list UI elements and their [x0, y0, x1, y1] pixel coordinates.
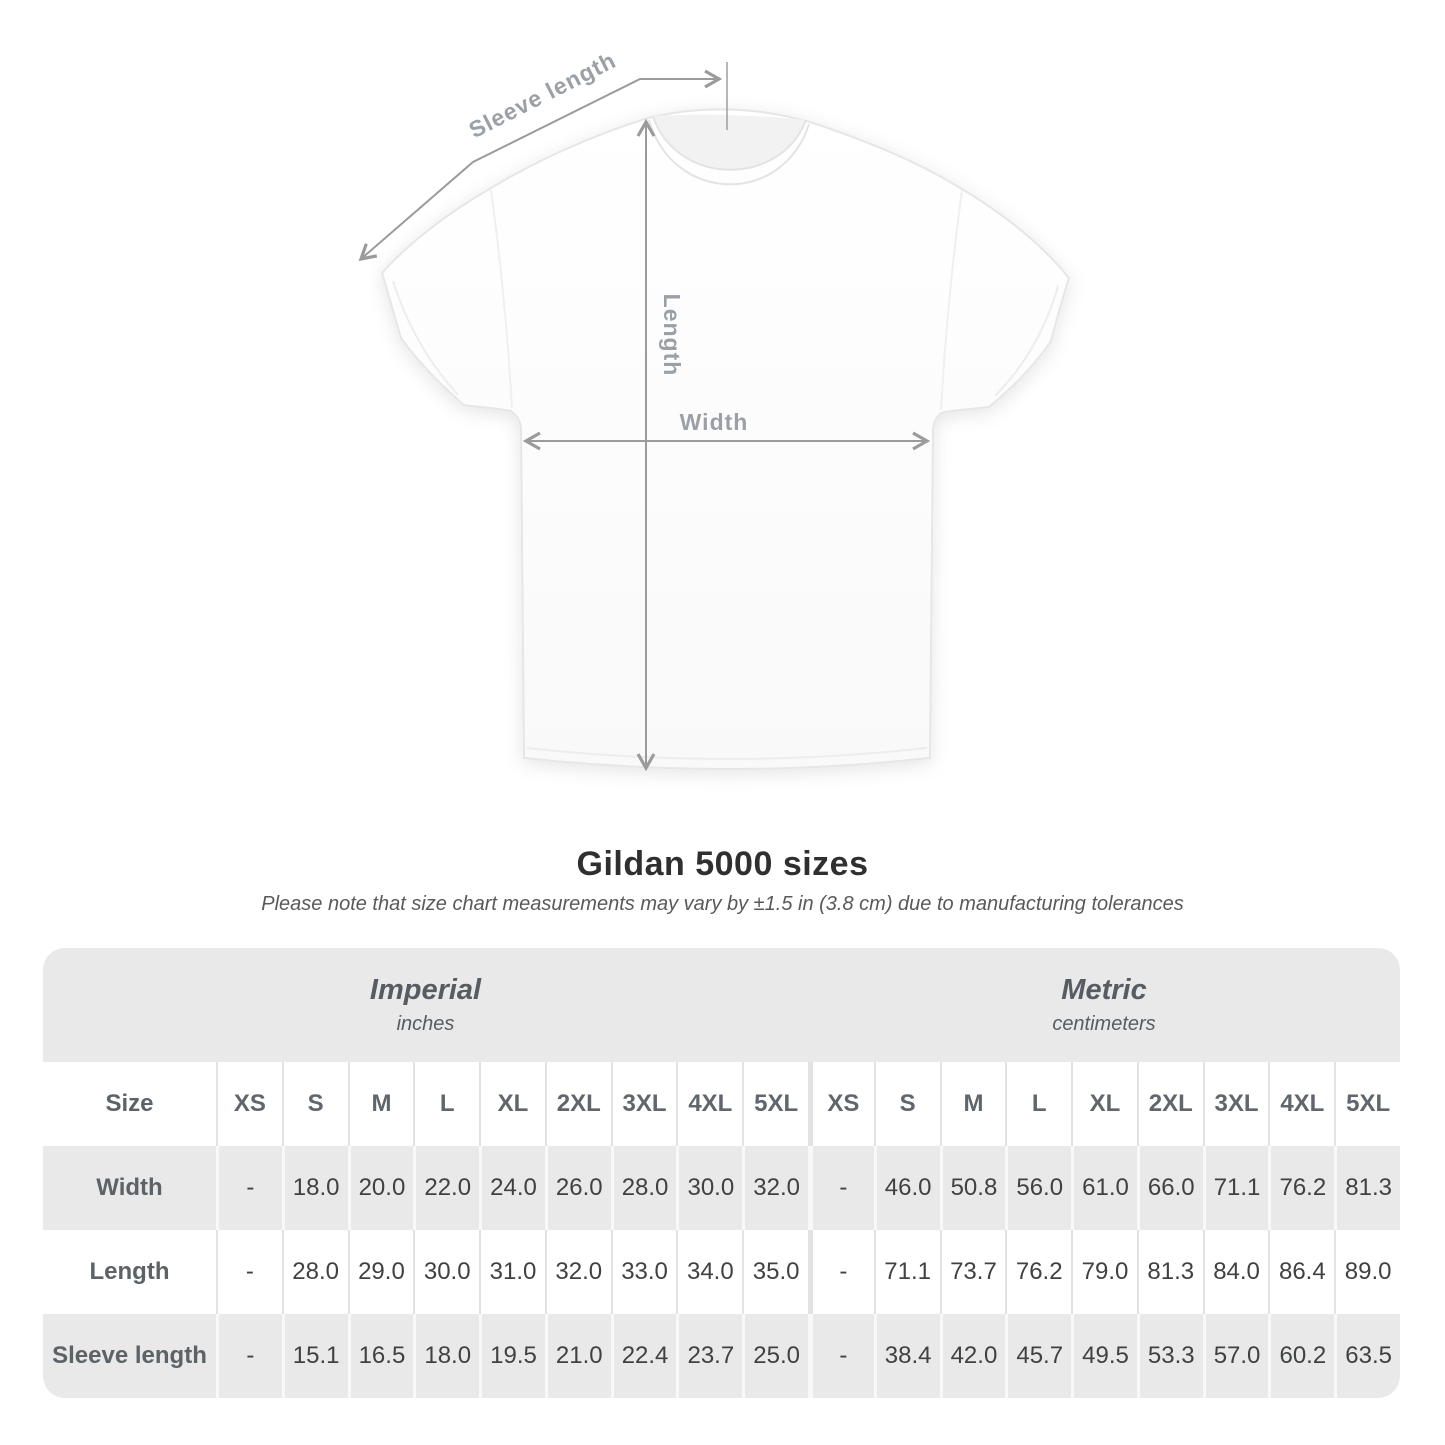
column-header-imperial: XS [216, 1062, 282, 1146]
column-header-imperial: S [282, 1062, 348, 1146]
table-cell-imperial: 23.7 [676, 1314, 742, 1398]
table-cell-imperial: 15.1 [282, 1314, 348, 1398]
table-cell-metric: 63.5 [1334, 1314, 1400, 1398]
table-cell-imperial: 30.0 [676, 1146, 742, 1230]
table-cell-metric: 38.4 [874, 1314, 940, 1398]
imperial-subtitle: inches [396, 1013, 455, 1035]
tolerance-note: Please note that size chart measurements may vary by ±1.5 in (3.8 cm) due to manufacturing tolerances [261, 893, 1184, 915]
table-row [43, 1314, 1400, 1398]
column-header-metric: M [940, 1062, 1006, 1146]
table-cell-imperial: 18.0 [413, 1314, 479, 1398]
column-header-imperial: L [413, 1062, 479, 1146]
unit-header-band [43, 948, 1400, 1062]
table-cell-metric: 79.0 [1071, 1230, 1137, 1314]
column-header-metric: L [1005, 1062, 1071, 1146]
table-cell-imperial: 34.0 [676, 1230, 742, 1314]
table-cell-imperial: 24.0 [479, 1146, 545, 1230]
size-table [43, 948, 1400, 1398]
table-cell-imperial: 22.4 [611, 1314, 677, 1398]
table-cell-imperial: 20.0 [348, 1146, 414, 1230]
column-header-metric: XL [1071, 1062, 1137, 1146]
row-label: Sleeve length [52, 1342, 207, 1369]
table-cell-metric: 66.0 [1137, 1146, 1203, 1230]
row-label: Width [96, 1174, 163, 1201]
table-cell-imperial: - [216, 1230, 282, 1314]
unit-header-metric [808, 948, 1400, 1062]
column-header-imperial: 5XL [742, 1062, 808, 1146]
table-cell-imperial: 28.0 [611, 1146, 677, 1230]
table-cell-metric: 71.1 [874, 1230, 940, 1314]
page-title: Gildan 5000 sizes [576, 845, 869, 883]
table-cell-imperial: - [216, 1146, 282, 1230]
unit-header-imperial [43, 948, 808, 1062]
table-cell-imperial: 21.0 [545, 1314, 611, 1398]
table-cell-imperial: - [216, 1314, 282, 1398]
table-cell-metric: 81.3 [1137, 1230, 1203, 1314]
table-cell-imperial: 32.0 [742, 1146, 808, 1230]
table-cell-metric: 61.0 [1071, 1146, 1137, 1230]
metric-title: Metric [1061, 974, 1147, 1006]
width-label: Width [679, 409, 749, 435]
imperial-title: Imperial [369, 974, 482, 1006]
column-header-metric: 3XL [1203, 1062, 1269, 1146]
row-label: Length [89, 1258, 170, 1285]
table-cell-metric: 56.0 [1005, 1146, 1071, 1230]
column-header-metric: 4XL [1268, 1062, 1334, 1146]
column-header-imperial: XL [479, 1062, 545, 1146]
column-header-imperial: M [348, 1062, 414, 1146]
table-cell-metric: 84.0 [1203, 1230, 1269, 1314]
column-header-metric: 5XL [1334, 1062, 1400, 1146]
table-cell-imperial: 35.0 [742, 1230, 808, 1314]
table-cell-metric: 89.0 [1334, 1230, 1400, 1314]
table-cell-metric: 86.4 [1268, 1230, 1334, 1314]
sleeve-length-label: Sleeve length [464, 46, 621, 144]
tshirt-shape [382, 109, 1069, 769]
table-rows [43, 1062, 1400, 1398]
table-cell-metric: 73.7 [940, 1230, 1006, 1314]
table-cell-imperial: 16.5 [348, 1314, 414, 1398]
table-cell-imperial: 29.0 [348, 1230, 414, 1314]
table-row [43, 1146, 1400, 1230]
table-cell-metric: 45.7 [1005, 1314, 1071, 1398]
table-cell-metric: 46.0 [874, 1146, 940, 1230]
table-cell-imperial: 18.0 [282, 1146, 348, 1230]
table-cell-metric: 71.1 [1203, 1146, 1269, 1230]
column-header-imperial: 2XL [545, 1062, 611, 1146]
table-cell-metric: 49.5 [1071, 1314, 1137, 1398]
table-cell-metric: 81.3 [1334, 1146, 1400, 1230]
column-header-size: Size [105, 1090, 154, 1117]
table-cell-imperial: 33.0 [611, 1230, 677, 1314]
table-cell-metric: 57.0 [1203, 1314, 1269, 1398]
table-cell-metric: 53.3 [1137, 1314, 1203, 1398]
table-row [43, 1230, 1400, 1314]
column-header-imperial: 3XL [611, 1062, 677, 1146]
metric-subtitle: centimeters [1052, 1013, 1156, 1035]
size-header-row [43, 1062, 1400, 1146]
table-cell-imperial: 22.0 [413, 1146, 479, 1230]
table-cell-imperial: 19.5 [479, 1314, 545, 1398]
table-cell-metric: 42.0 [940, 1314, 1006, 1398]
column-header-metric: S [874, 1062, 940, 1146]
column-header-metric: XS [808, 1062, 874, 1146]
table-cell-imperial: 26.0 [545, 1146, 611, 1230]
table-cell-metric: 60.2 [1268, 1314, 1334, 1398]
table-cell-metric: 76.2 [1268, 1146, 1334, 1230]
table-cell-metric: 50.8 [940, 1146, 1006, 1230]
table-cell-imperial: 28.0 [282, 1230, 348, 1314]
table-cell-metric: 76.2 [1005, 1230, 1071, 1314]
table-cell-imperial: 32.0 [545, 1230, 611, 1314]
table-cell-imperial: 25.0 [742, 1314, 808, 1398]
table-cell-metric: - [808, 1230, 874, 1314]
table-cell-imperial: 31.0 [479, 1230, 545, 1314]
table-cell-metric: - [808, 1146, 874, 1230]
column-header-metric: 2XL [1137, 1062, 1203, 1146]
table-cell-imperial: 30.0 [413, 1230, 479, 1314]
table-cell-metric: - [808, 1314, 874, 1398]
column-header-imperial: 4XL [676, 1062, 742, 1146]
length-label: Length [659, 293, 685, 377]
